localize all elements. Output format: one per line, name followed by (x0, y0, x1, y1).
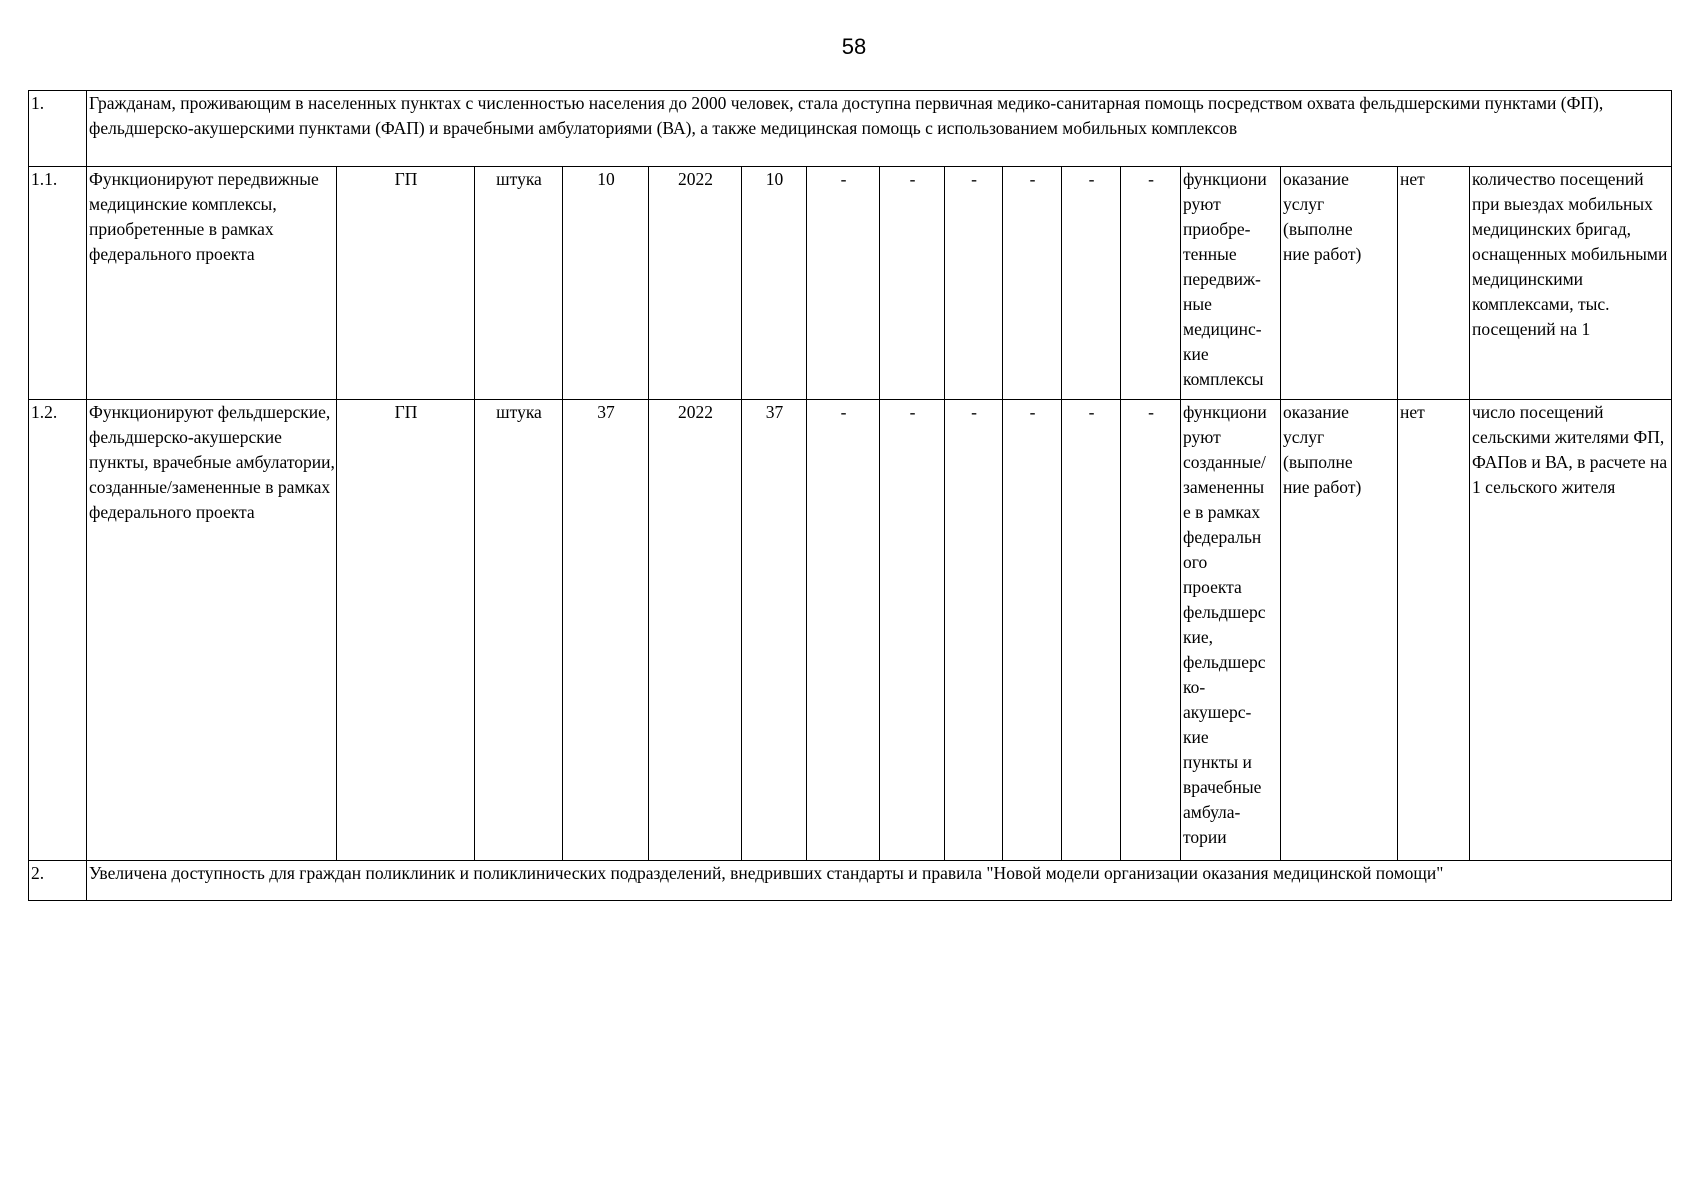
value-cell: - (945, 400, 1003, 861)
type-cell: оказание услуг (выполне ние работ) (1281, 167, 1398, 400)
value-cell: - (945, 167, 1003, 400)
target-cell: 37 (742, 400, 807, 861)
result-name: Функционируют фельдшерские, фельдшерско-акушерские пункты, врачебные амбулатории, созданные/замененные в рамках федерального проекта (87, 400, 337, 861)
value-cell: - (1062, 167, 1121, 400)
base-value-cell: 37 (563, 400, 649, 861)
value-cell: - (1003, 167, 1062, 400)
result-name: Функционируют передвижные медицинские комплексы, приобретенные в рамках федерального проекта (87, 167, 337, 400)
value-cell: - (880, 167, 945, 400)
year-cell: 2022 (649, 167, 742, 400)
value-cell: - (1062, 400, 1121, 861)
target-cell: 10 (742, 167, 807, 400)
table-row-1-2 (29, 400, 1672, 861)
page-number: 58 (841, 34, 867, 59)
table-row-1-1 (29, 167, 1672, 400)
characteristic-cell: функциони руют приобре- тенные передвиж- ные медицинс- кие комплексы (1181, 167, 1281, 400)
flag-cell: нет (1398, 167, 1470, 400)
level-cell: ГП (337, 167, 475, 400)
value-cell: - (1003, 400, 1062, 861)
type-cell: оказание услуг (выполне ние работ) (1281, 400, 1398, 861)
value-cell: - (1121, 167, 1181, 400)
indicator-cell: число посещений сельскими жителями ФП, ФАПов и ВА, в расчете на 1 сельского жителя (1470, 400, 1672, 861)
indicator-cell: количество посещений при выездах мобильных медицинских бригад, оснащенных мобильными медицинскими комплексами, тыс. посещений на 1 (1470, 167, 1672, 400)
table-row-2 (29, 861, 1672, 901)
row-number: 2. (29, 861, 87, 901)
value-cell: - (807, 400, 880, 861)
value-cell: - (880, 400, 945, 861)
section-title: Гражданам, проживающим в населенных пунктах с численностью населения до 2000 человек, стала доступна первичная медико-санитарная помощь посредством охвата фельдшерскими пунктами (ФП), фельдшерско-акушерскими пунктами (ФАП) и врачебными амбулаториями (ВА), а также медицинская помощь с использованием мобильных комплексов (87, 91, 1672, 167)
characteristic-cell: функциони руют созданные/ замененны е в рамках федеральн ого проекта фельдшерс кие, фельдшерс ко- акушерс- кие пункты и врачебные амбула- тории (1181, 400, 1281, 861)
row-number: 1. (29, 91, 87, 167)
flag-cell: нет (1398, 400, 1470, 861)
section-title: Увеличена доступность для граждан поликлиник и поликлинических подразделений, внедривших стандарты и правила "Новой модели организации оказания медицинской помощи" (87, 861, 1672, 901)
results-table (28, 90, 1672, 901)
row-number: 1.1. (29, 167, 87, 400)
year-cell: 2022 (649, 400, 742, 861)
base-value-cell: 10 (563, 167, 649, 400)
row-number: 1.2. (29, 400, 87, 861)
table-row-1 (29, 91, 1672, 167)
unit-cell: штука (475, 167, 563, 400)
unit-cell: штука (475, 400, 563, 861)
value-cell: - (807, 167, 880, 400)
value-cell: - (1121, 400, 1181, 861)
level-cell: ГП (337, 400, 475, 861)
